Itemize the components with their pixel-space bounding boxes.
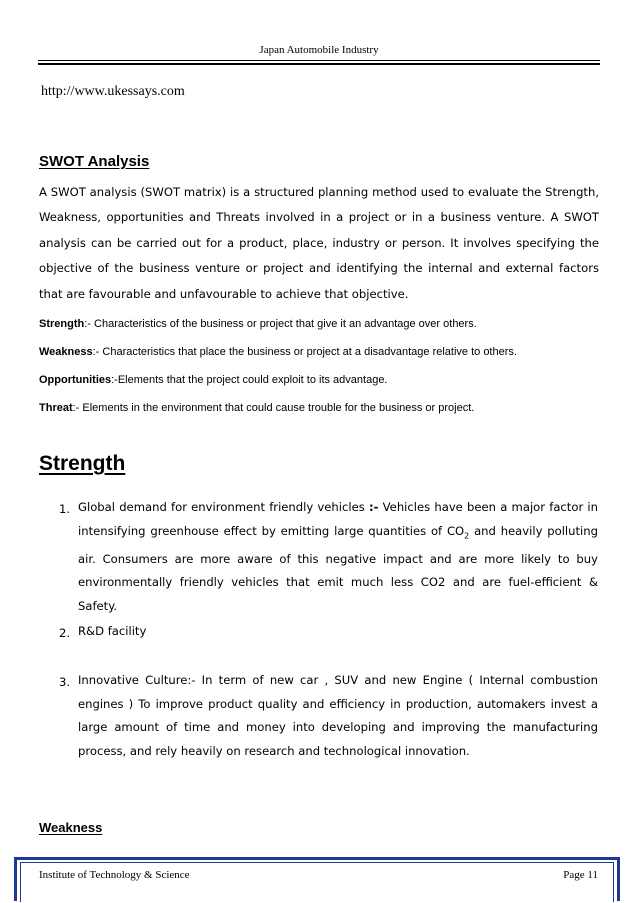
header-rule-thin	[38, 60, 600, 61]
strength-definition	[39, 318, 477, 330]
item-3-text-a: Innovative Culture:- In term of new car , SUV and new Engine (	[78, 673, 480, 687]
swot-paragraph	[39, 180, 599, 307]
weakness-text: :- Characteristics that place the business or project at a disadvantage relative to others.	[92, 346, 517, 358]
item-1-subscript: 2	[464, 530, 470, 540]
swot-heading: SWOT Analysis	[39, 153, 150, 170]
item-3-body	[78, 669, 598, 763]
project-link[interactable]: project	[348, 210, 390, 225]
planning-link[interactable]: planning	[317, 185, 369, 199]
footer-frame-inner	[20, 862, 614, 902]
swot-text-2: method used to evaluate the Strength, Weakness, opportunities and Threats involved in a	[39, 185, 600, 225]
opportunities-definition	[39, 374, 388, 386]
item-2-body	[78, 620, 598, 644]
source-url: http://www.ukessays.com	[41, 84, 185, 99]
business-link[interactable]: business	[440, 210, 492, 225]
internal-combustion-link[interactable]: Internal combustion engines	[78, 673, 598, 711]
threat-definition	[39, 402, 474, 414]
header-rule-thick	[38, 63, 600, 65]
footer-institute: Institute of Technology & Science	[39, 869, 190, 881]
footer-page-number: Page 11	[563, 869, 598, 881]
item-1-separator: :-	[368, 500, 379, 514]
item-1-text-b: and heavily polluting air. Consumers are more aware of this negative impact and are more likely to buy environmentally friendly vehicles that emit much less CO2 and are fuel-efficient & Safety.	[78, 523, 598, 613]
item-3-text-b: ) To improve product quality and efficiency in production, automakers invest a large amount of time and money into developing and improving the manufacturing process, and rely heavily on research and technological innovation.	[78, 696, 598, 758]
threat-label: Threat	[39, 402, 73, 414]
item-3-number: 3.	[59, 675, 71, 689]
item-1-number: 1.	[59, 502, 71, 516]
opportunities-text: :-Elements that the project could exploit to its advantage.	[111, 374, 388, 386]
weakness-label: Weakness	[39, 346, 93, 358]
item-1-body	[78, 496, 598, 618]
strength-text: :- Characteristics of the business or project that give it an advantage over others.	[84, 318, 477, 330]
item-2-text: R&D facility	[78, 624, 147, 638]
weakness-heading: Weakness	[39, 820, 103, 835]
swot-text-1: A SWOT analysis (SWOT matrix) is a structured	[39, 185, 318, 199]
threat-text: :- Elements in the environment that could cause trouble for the business or project.	[72, 402, 475, 414]
opportunities-label: Opportunities	[39, 374, 112, 386]
item-1-lead: Global demand for environment friendly vehicles	[78, 500, 369, 514]
strength-heading: Strength	[39, 452, 126, 475]
swot-text-3: or in a	[389, 210, 441, 225]
swot-text-4: venture. A SWOT analysis can be carried out for a product, place, industry or person. It involves specifying the objective of the business venture or project and identifying the internal and external factors that are favourable and unfavourable to achieve that objective.	[39, 210, 600, 301]
item-2-number: 2.	[59, 626, 71, 640]
strength-label: Strength	[39, 318, 85, 330]
running-header-title: Japan Automobile Industry	[259, 44, 379, 56]
weakness-definition	[39, 346, 517, 358]
item-1-text-a: Vehicles have been a major factor in intensifying greenhouse effect by emitting large quantities of CO	[78, 500, 598, 538]
